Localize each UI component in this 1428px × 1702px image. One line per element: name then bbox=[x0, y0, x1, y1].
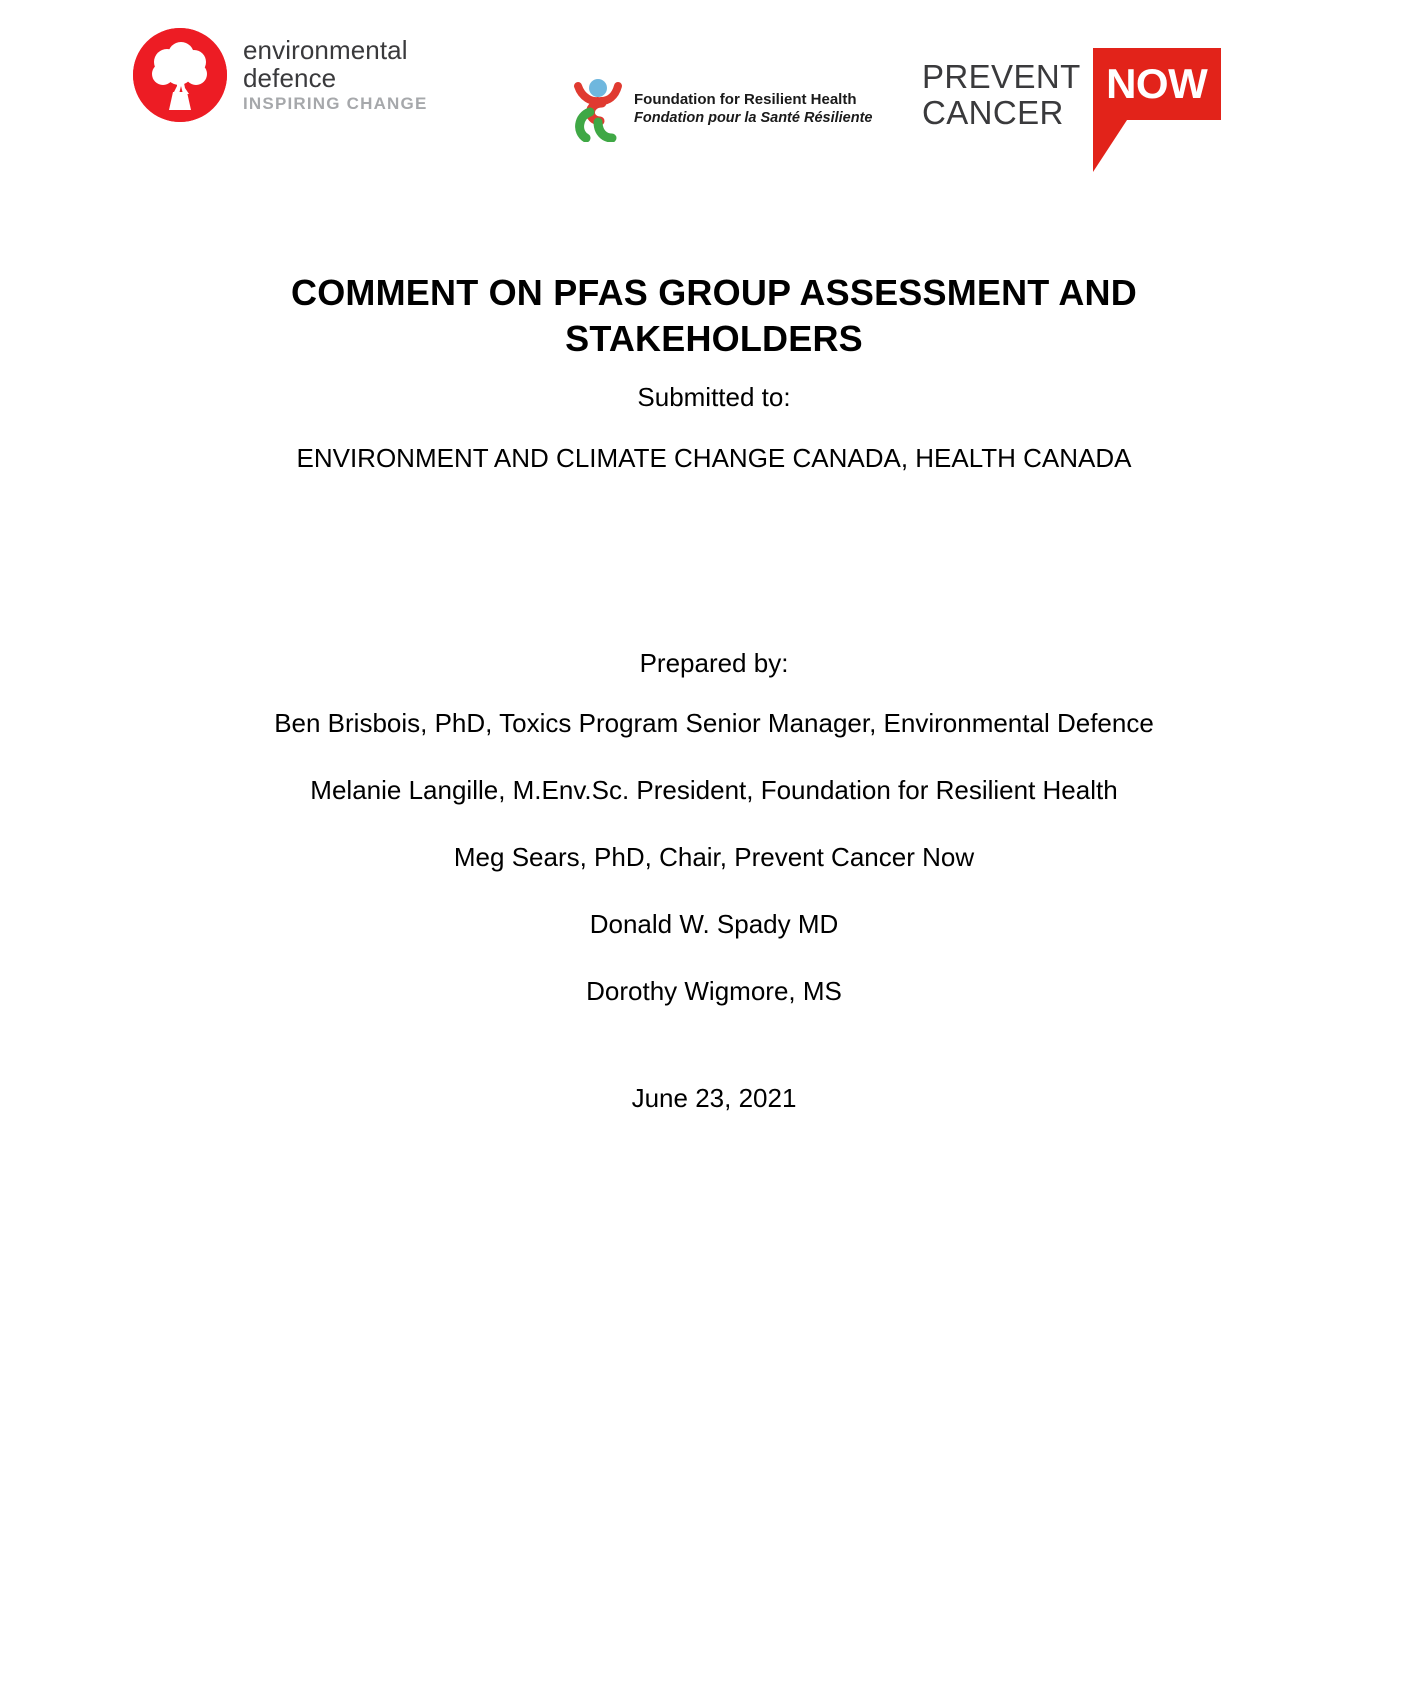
author-line: Melanie Langille, M.Env.Sc. President, Foundation for Resilient Health bbox=[310, 775, 1118, 805]
environmental-defence-wordmark bbox=[243, 37, 428, 112]
pcn-badge-text: NOW bbox=[1106, 60, 1208, 107]
submitted-to-value: ENVIRONMENT AND CLIMATE CHANGE CANADA, HEALTH CANADA bbox=[296, 443, 1132, 473]
frh-line2: Fondation pour la Santé Résiliente bbox=[634, 110, 873, 127]
prepared-by-label: Prepared by: bbox=[639, 648, 789, 678]
running-figure-icon bbox=[568, 76, 626, 142]
author-line: Meg Sears, PhD, Chair, Prevent Cancer Now bbox=[453, 842, 975, 872]
document-date: June 23, 2021 bbox=[631, 1083, 797, 1113]
pcn-line1: PREVENT bbox=[922, 58, 1081, 95]
ed-line2: defence bbox=[243, 62, 337, 93]
ed-tagline: INSPIRING CHANGE bbox=[243, 93, 428, 113]
speech-bubble-tail-icon bbox=[1093, 120, 1127, 172]
pcn-wordmark bbox=[922, 48, 1081, 129]
prevent-cancer-now-logo bbox=[922, 48, 1221, 129]
submitted-to-label: Submitted to: bbox=[637, 382, 791, 412]
foundation-for-resilient-health-logo bbox=[568, 76, 872, 142]
ed-line1: environmental bbox=[243, 35, 408, 66]
pcn-line2: CANCER bbox=[922, 94, 1064, 131]
author-list bbox=[84, 710, 1344, 1045]
author-line: Ben Brisbois, PhD, Toxics Program Senior Manager, Environmental Defence bbox=[274, 708, 1154, 738]
tree-icon bbox=[133, 28, 227, 122]
frh-wordmark bbox=[634, 91, 872, 128]
speech-bubble-icon bbox=[1093, 48, 1221, 120]
environmental-defence-logo bbox=[133, 28, 428, 122]
author-line: Donald W. Spady MD bbox=[589, 909, 839, 939]
frh-line1: Foundation for Resilient Health bbox=[634, 90, 857, 108]
page-title: COMMENT ON PFAS GROUP ASSESSMENT AND STAKEHOLDERS bbox=[291, 272, 1137, 360]
author-line: Dorothy Wigmore, MS bbox=[586, 976, 842, 1006]
logo-bar bbox=[0, 0, 1428, 190]
